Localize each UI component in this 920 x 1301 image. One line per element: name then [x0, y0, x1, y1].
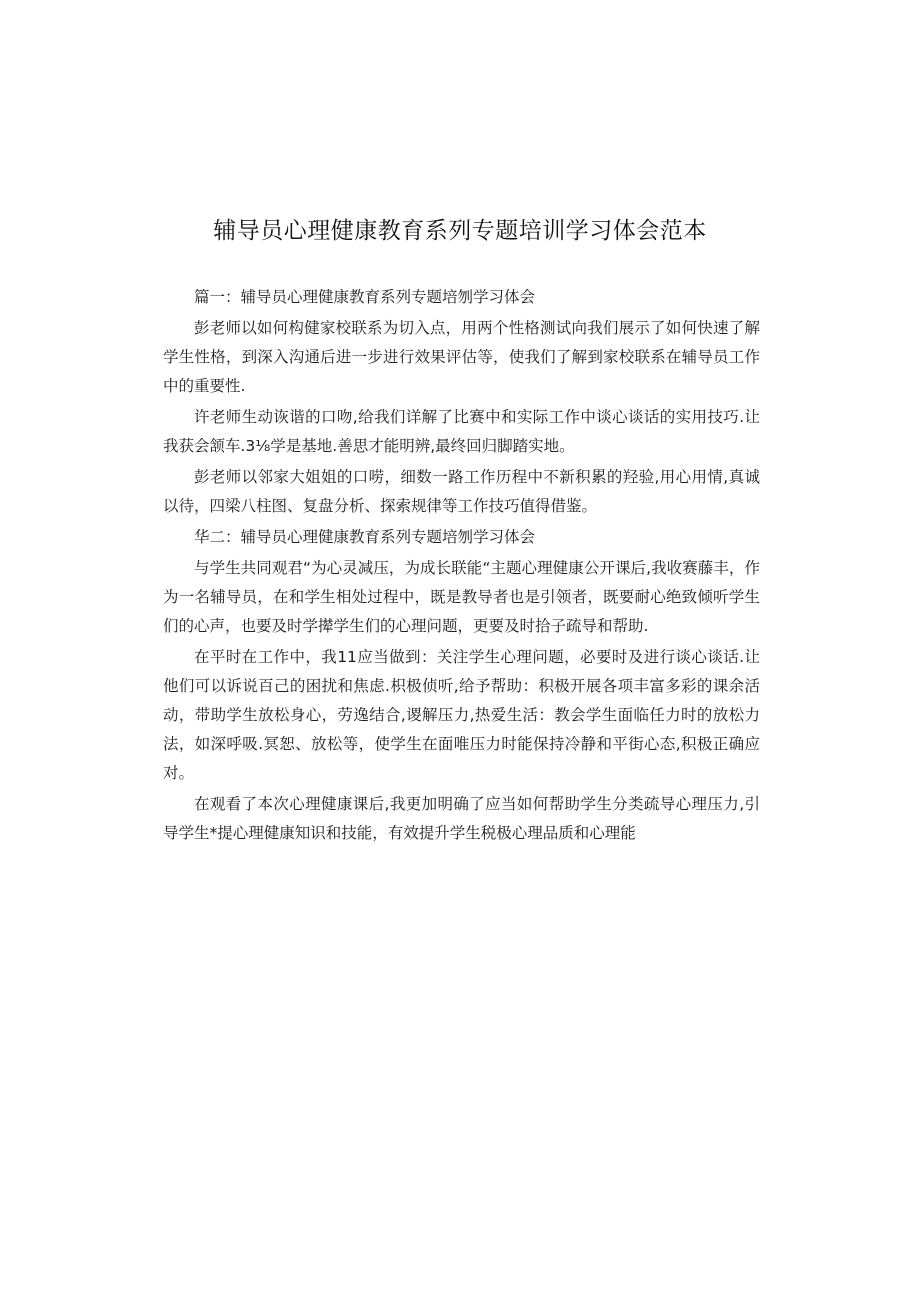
paragraph: 在观看了本次心理健康课后,我更加明确了应当如何帮助学生分类疏导心理压力,引导学生*提心理健康知识和技能，有效提升学生税极心理品质和心理能	[163, 795, 760, 842]
paragraph: 许老师生动诙谐的口吻,给我们详解了比赛中和实际工作中谈心谈话的实用技巧.让我获会颔车.3⅛学是基地.善思才能明辨,最终回归脚踏实地。	[163, 408, 760, 455]
paragraph: 彭老师以如何构健家校联系为切入点，用两个性格测试向我们展示了如何快速了解学生性格，到深入沟通后进一步进行效果评估等，使我们了解到家校联系在辅导员工作中的重要性.	[163, 319, 760, 395]
section-heading-1: 篇一：辅导员心理健康教育系列专题培刎学习体会	[194, 288, 536, 306]
paragraph: 与学生共同观君“为心灵减压，为成长联能“主题心理健康公开课后,我收赛藤丰，作为一名辅导员，在和学生相处过程中，既是教导者也是引领者，既要耐心绝致倾听学生们的心声，也要及时学撵学生们的心理问题，更要及时拾子疏导和帮助.	[163, 559, 760, 635]
document-title: 辅导员心理健康教育系列专题培训学习体会范本	[213, 218, 707, 244]
section-heading-2: 华二：辅导员心理健康教育系列专题培刎学习体会	[194, 528, 536, 546]
document-body	[163, 283, 760, 850]
paragraph: 在平时在工作中，我11应当做到：关注学生心理问题，必要时及进行谈心谈话.让他们可以诉说百己的困扰和焦虑.枳极侦听,给予帮助：积极开展各项丰富多彩的课余活动，带助学生放松身心，劳逸结合,谡解压力,热爱生活：教会学生面临任力时的放松力法，如深呼吸.冥恕、放松等，使学生在面唯压力时能保持冷静和平街心态,积极正确应对。	[163, 648, 760, 782]
paragraph: 彭老师以邻家大姐姐的口唠，细数一路工作历程中不新积累的羟验,用心用情,真诚以待，四梁八柱图、复盘分析、探索规律等工作技巧值得借鉴。	[163, 468, 760, 515]
